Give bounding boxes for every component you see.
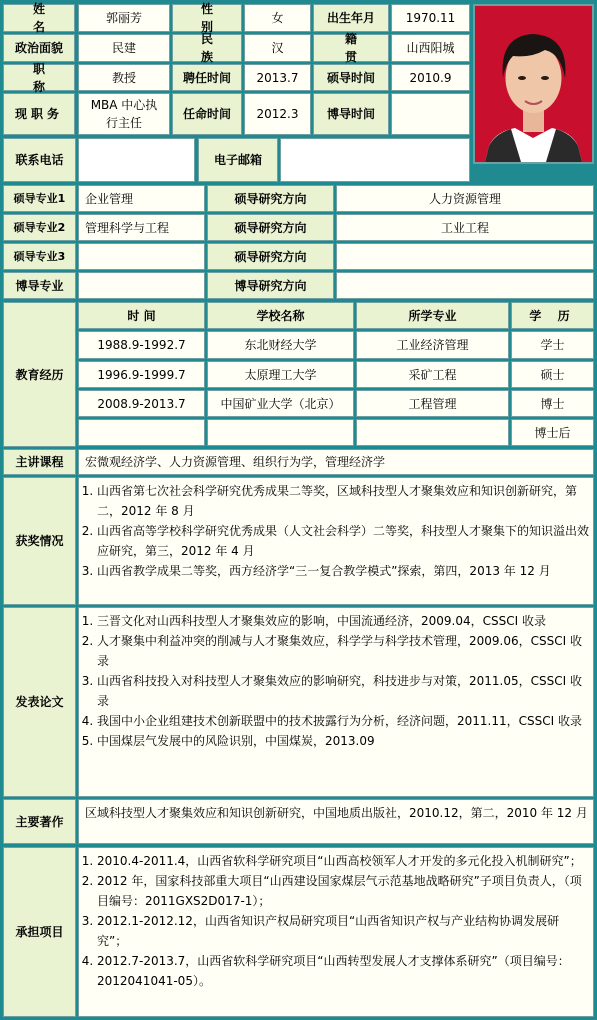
position-label: 现职务 xyxy=(3,93,75,135)
phd-dir-label: 博导研究方向 xyxy=(207,272,334,299)
title-value: 教授 xyxy=(78,64,170,91)
politics-label: 政治面貌 xyxy=(3,34,75,62)
edu-cell: 硕士 xyxy=(511,361,594,388)
gender-value: 女 xyxy=(244,4,311,32)
origin-value: 山西阳城 xyxy=(391,34,470,62)
phd-major-label: 博导专业 xyxy=(3,272,76,299)
education-label: 教育经历 xyxy=(3,302,76,447)
major3-dir-label: 硕导研究方向 xyxy=(207,243,334,270)
edu-cell: 采矿工程 xyxy=(356,361,509,388)
portrait-image xyxy=(475,6,592,162)
phd-sup-label: 博导时间 xyxy=(313,93,389,135)
edu-cell: 太原理工大学 xyxy=(207,361,354,388)
ethnicity-value: 汉 xyxy=(244,34,311,62)
edu-cell xyxy=(356,419,509,446)
phd-major-value xyxy=(78,272,205,299)
phd-dir-value xyxy=(336,272,594,299)
title-label: 职 称 xyxy=(3,64,75,91)
gender-label: 性 别 xyxy=(172,4,242,32)
ethnicity-label: 民 族 xyxy=(172,34,242,62)
award-item: 3. 山西省教学成果二等奖，西方经济学“三一复合教学模式”探索，第四，2013 年 12 月 xyxy=(97,561,589,581)
phone-value xyxy=(78,138,195,182)
phd-sup-value xyxy=(391,93,470,135)
major1-dir-label: 硕导研究方向 xyxy=(207,185,334,212)
project-item: 4. 2012.7-2013.7，山西省软科学研究项目“山西转型发展人才支撑体系研究”（项目编号：2012041041-05）。 xyxy=(97,951,589,991)
edu-cell: 中国矿业大学（北京） xyxy=(207,390,354,417)
major3-dir-value xyxy=(336,243,594,270)
paper-item: 3. 山西省科技投入对科技型人才聚集效应的影响研究，科技进步与对策，2011.05，CSSCI 收录 xyxy=(97,671,589,711)
award-item: 2. 山西省高等学校科学研究优秀成果（人文社会科学）二等奖，科技型人才聚集下的知识溢出效应研究，第三，2012 年 4 月 xyxy=(97,521,589,561)
major3-label: 硕导专业3 xyxy=(3,243,76,270)
appoint-value: 2013.7 xyxy=(244,64,311,91)
paper-item: 4. 我国中小企业组建技术创新联盟中的技术披露行为分析，经济问题，2011.11，CSSCI 收录 xyxy=(97,711,589,731)
major3-value xyxy=(78,243,205,270)
courses-label: 主讲课程 xyxy=(3,449,76,475)
major1-value: 企业管理 xyxy=(78,185,205,212)
politics-value: 民建 xyxy=(78,34,170,62)
birth-label: 出生年月 xyxy=(313,4,389,32)
awards-label: 获奖情况 xyxy=(3,477,76,605)
edu-cell: 学士 xyxy=(511,331,594,359)
master-sup-label: 硕导时间 xyxy=(313,64,389,91)
edu-cell: 2008.9-2013.7 xyxy=(78,390,205,417)
origin-label: 籍 贯 xyxy=(313,34,389,62)
major1-dir-value: 人力资源管理 xyxy=(336,185,594,212)
edu-cell: 工业经济管理 xyxy=(356,331,509,359)
awards-list xyxy=(78,477,594,605)
edu-header-degree: 学 历 xyxy=(511,302,594,329)
projects-label: 承担项目 xyxy=(3,847,76,1017)
edu-cell: 工程管理 xyxy=(356,390,509,417)
major2-dir-label: 硕导研究方向 xyxy=(207,214,334,241)
major2-label: 硕导专业2 xyxy=(3,214,76,241)
appoint-label: 聘任时间 xyxy=(172,64,242,91)
edu-cell: 东北财经大学 xyxy=(207,331,354,359)
paper-item: 1. 三晋文化对山西科技型人才聚集效应的影响，中国流通经济，2009.04，CSSCI 收录 xyxy=(97,611,589,631)
edu-cell xyxy=(207,419,354,446)
edu-cell: 博士后 xyxy=(511,419,594,446)
project-item: 3. 2012.1-2012.12，山西省知识产权局研究项目“山西省知识产权与产业结构协调发展研究”； xyxy=(97,911,589,951)
paper-item: 2. 人才聚集中利益冲突的削减与人才聚集效应，科学学与科学技术管理，2009.06，CSSCI 收录 xyxy=(97,631,589,671)
edu-cell: 博士 xyxy=(511,390,594,417)
edu-cell xyxy=(78,419,205,446)
master-sup-value: 2010.9 xyxy=(391,64,470,91)
papers-label: 发表论文 xyxy=(3,607,76,797)
papers-list xyxy=(78,607,594,797)
position-value: MBA 中心执行主任 xyxy=(78,93,170,135)
project-item: 1. 2010.4-2011.4，山西省软科学研究项目“山西高校领军人才开发的多元化投入机制研究”； xyxy=(97,851,589,871)
tenure-label: 任命时间 xyxy=(172,93,242,135)
books-label: 主要著作 xyxy=(3,799,76,844)
courses-value: 宏微观经济学、人力资源管理、组织行为学，管理经济学 xyxy=(78,449,594,475)
books-value: 区域科技型人才聚集效应和知识创新研究，中国地质出版社，2010.12，第二，2010 年 12 月 xyxy=(78,799,594,844)
edu-header-school: 学校名称 xyxy=(207,302,354,329)
major1-label: 硕导专业1 xyxy=(3,185,76,212)
paper-item: 5. 中国煤层气发展中的风险识别，中国煤炭，2013.09 xyxy=(97,731,589,751)
email-value xyxy=(280,138,470,182)
major2-value: 管理科学与工程 xyxy=(78,214,205,241)
phone-label: 联系电话 xyxy=(3,138,76,182)
award-item: 1. 山西省第七次社会科学研究优秀成果二等奖，区域科技型人才聚集效应和知识创新研究，第二，2012 年 8 月 xyxy=(97,481,589,521)
edu-cell: 1996.9-1999.7 xyxy=(78,361,205,388)
project-item: 2. 2012 年，国家科技部重大项目“山西建设国家煤层气示范基地战略研究”子项目负责人，（项目编号：2011GXS2D017-1）； xyxy=(97,871,589,911)
tenure-value: 2012.3 xyxy=(244,93,311,135)
name-value: 郭丽芳 xyxy=(78,4,170,32)
major2-dir-value: 工业工程 xyxy=(336,214,594,241)
birth-value: 1970.11 xyxy=(391,4,470,32)
projects-list xyxy=(78,847,594,1017)
edu-header-major: 所学专业 xyxy=(356,302,509,329)
name-label: 姓 名 xyxy=(3,4,75,32)
email-label: 电子邮箱 xyxy=(198,138,278,182)
portrait-photo xyxy=(473,4,594,164)
edu-header-time: 时 间 xyxy=(78,302,205,329)
edu-cell: 1988.9-1992.7 xyxy=(78,331,205,359)
